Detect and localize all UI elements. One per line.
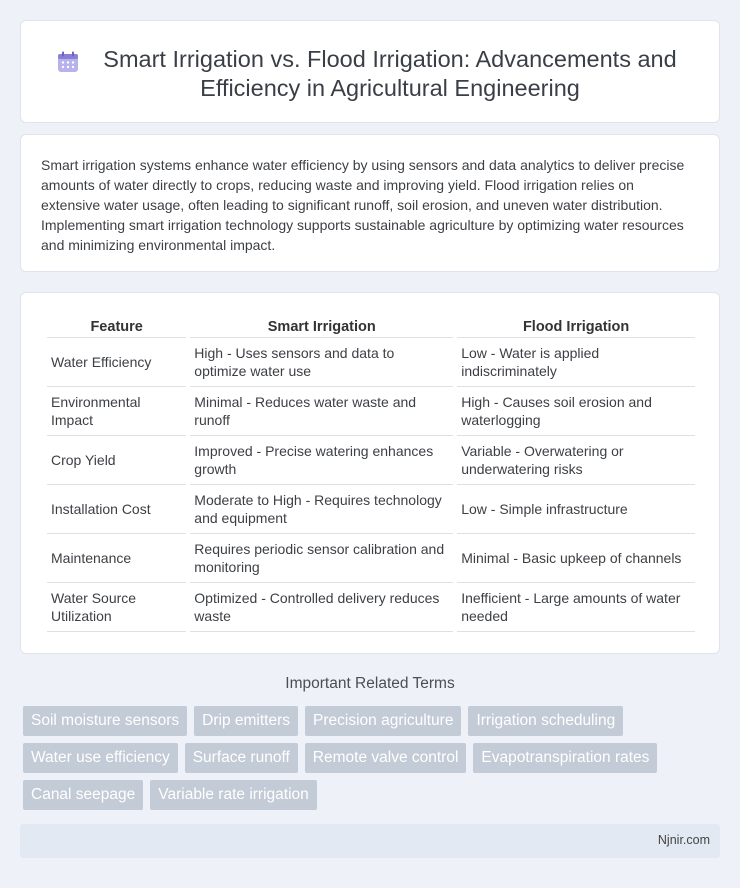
title-card: [20, 20, 720, 123]
table-row: [47, 387, 695, 436]
intro-paragraph: Smart irrigation systems enhance water efficiency by using sensors and data analytics to deliver precise amounts of water directly to crops, reducing waste and improving yield. Flood irrigation relies on extensive water usage, often leading to significant runoff, soil erosion, and uneven water distribution. Implementing smart irrigation technology supports sustainable agriculture by optimizing water resources and minimizing environmental impact.: [41, 157, 685, 253]
table-cell-feature: Water Efficiency: [47, 338, 186, 387]
table-cell-smart: High - Uses sensors and data to optimize water use: [190, 338, 453, 387]
table-cell-flood: Minimal - Basic upkeep of channels: [457, 534, 695, 583]
table-cell-smart: Moderate to High - Requires technology and equipment: [190, 485, 453, 534]
table-cell-flood: Low - Simple infrastructure: [457, 485, 695, 534]
table-row: [47, 583, 695, 632]
tag-remote-valve-control[interactable]: Remote valve control: [305, 743, 467, 773]
table-row: [47, 534, 695, 583]
table-cell-smart: Requires periodic sensor calibration and monitoring: [190, 534, 453, 583]
table-cell-feature: Water Source Utilization: [47, 583, 186, 632]
tag-drip-emitters[interactable]: Drip emitters: [194, 706, 298, 736]
table-cell-smart: Minimal - Reduces water waste and runoff: [190, 387, 453, 436]
tag-surface-runoff[interactable]: Surface runoff: [185, 743, 298, 773]
tag-precision-agriculture[interactable]: Precision agriculture: [305, 706, 461, 736]
footer-site-link[interactable]: Njnir.com: [657, 833, 710, 847]
related-terms-list: [23, 706, 723, 810]
table-cell-feature: Installation Cost: [47, 485, 186, 534]
footer: [20, 824, 720, 858]
table-cell-smart: Improved - Precise watering enhances growth: [190, 436, 453, 485]
header-smart-irrigation: Smart Irrigation: [190, 313, 453, 338]
tag-soil-moisture-sensors[interactable]: Soil moisture sensors: [23, 706, 187, 736]
tag-evapotranspiration-rates[interactable]: Evapotranspiration rates: [473, 743, 657, 773]
table-cell-feature: Crop Yield: [47, 436, 186, 485]
comparison-table-card: [20, 292, 720, 654]
table-cell-feature: Maintenance: [47, 534, 186, 583]
table-row: [47, 485, 695, 534]
table-cell-smart: Optimized - Controlled delivery reduces waste: [190, 583, 453, 632]
table-row: [47, 436, 695, 485]
table-cell-flood: Low - Water is applied indiscriminately: [457, 338, 695, 387]
table-cell-flood: Inefficient - Large amounts of water needed: [457, 583, 695, 632]
related-terms-heading: Important Related Terms: [285, 675, 455, 692]
tag-canal-seepage[interactable]: Canal seepage: [23, 780, 143, 810]
tag-water-use-efficiency[interactable]: Water use efficiency: [23, 743, 178, 773]
table-cell-flood: High - Causes soil erosion and waterlogging: [457, 387, 695, 436]
header-feature: Feature: [47, 313, 186, 338]
table-cell-feature: Environmental Impact: [47, 387, 186, 436]
comparison-table: [43, 313, 699, 632]
table-cell-flood: Variable - Overwatering or underwatering risks: [457, 436, 695, 485]
intro-card: [20, 134, 720, 272]
tag-irrigation-scheduling[interactable]: Irrigation scheduling: [468, 706, 623, 736]
page-title: Smart Irrigation vs. Flood Irrigation: Advancements and Efficiency in Agricultural Engineering: [103, 46, 677, 101]
tag-variable-rate-irrigation[interactable]: Variable rate irrigation: [150, 780, 316, 810]
header-flood-irrigation: Flood Irrigation: [457, 313, 695, 338]
table-header-row: [47, 313, 695, 338]
table-row: [47, 338, 695, 387]
